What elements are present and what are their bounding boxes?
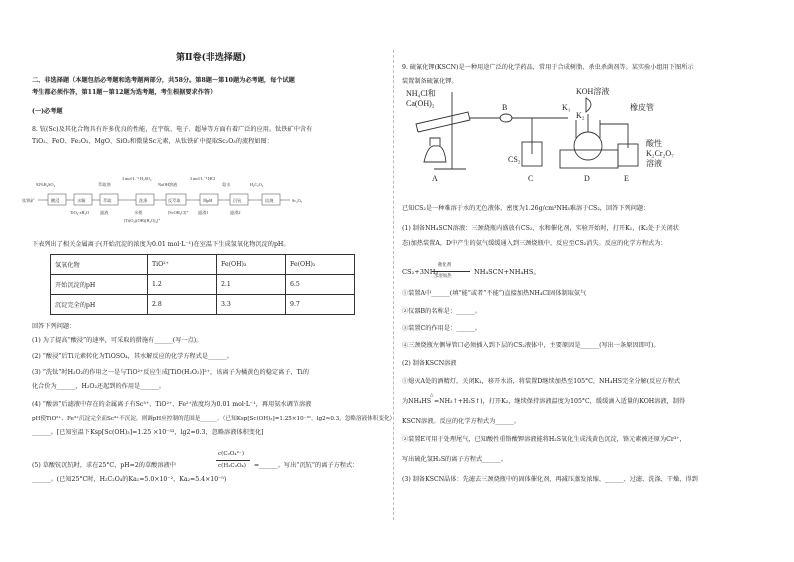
question-5-fraction-numerator: c(C₂O₄²⁻) [218, 451, 245, 457]
intro-line-1: 二、非选择题（本题包括必考题和选考题两部分，共58分。第8题～第10题为必考题，每个试题 [32, 77, 295, 84]
table-cell: 9.7 [286, 295, 355, 315]
part-2-line-3: KSCN溶液。反应的化学方程式为______。 [402, 418, 521, 425]
table-cell: 开始沉淀的pH [51, 275, 148, 295]
equation-right: NH₄SCN+NH₄HS。 [474, 268, 541, 276]
process-flowchart [18, 168, 386, 230]
flow-byproduct-6: 滤渣1 [198, 210, 209, 215]
table-cell: 1.2 [148, 275, 217, 295]
flow-label-g: 氨水 [222, 182, 231, 187]
question-3-line-1: (3) “洗钛”时H₂O₂的作用之一是与TiO²⁺反应生成[TiO(H₂O₂)]²⁺，该离子为橘黄色的稳定离子，Ti的 [32, 369, 309, 376]
label-c: C [528, 174, 534, 183]
equation-arrow [432, 271, 470, 272]
label-rubber-tube: 橡皮管 [630, 103, 654, 112]
label-b: B [502, 103, 508, 112]
question-2: (2) “酸浸”后Ti元素转化为TiOSO₄，其水解反应的化学方程式是______。 [32, 353, 233, 360]
part-1-q2: ②仪器B的名称是：______。 [402, 308, 481, 315]
table-header-cell: TiO²⁺ [148, 255, 217, 275]
label-a: A [432, 174, 438, 183]
question-5-line-2: =______。写出“沉钪”的离子方程式： [254, 462, 359, 469]
equation-condition-bottom: 水浴加热 [434, 274, 452, 279]
flow-label-a: 92%H₂SO₄ [36, 182, 55, 187]
part-2-line-2b: =NH₃↑+H₂S↑)，打开K₂，继续保持溶液温度为105°C，缓缓滴入适量的KOH溶液，制得 [434, 398, 686, 405]
q9-line-2: 装置制备硫氰化钾。 [402, 78, 458, 85]
flow-label-b: 萃取剂 [98, 182, 111, 187]
question-5-line-3: ______。(已知25°C时，H₂C₂O₄的Ka₁=5.0×10⁻²，Ka₂=5.4×10⁻⁵) [32, 476, 227, 483]
part-1-q3: ③装置C的作用是：______。 [402, 325, 481, 332]
question-5-fraction-denominator: c(H₂C₂O₄) [218, 463, 246, 469]
answer-intro: 回答下列问题： [32, 323, 76, 330]
flow-start: 钛铁矿 [22, 198, 35, 203]
table-header-cell: Fe(OH)₂ [286, 255, 355, 275]
intro-line-2: 考生都必须作答，第11题～第12题为选考题，考生根据要求作答） [32, 89, 217, 96]
water-bath [560, 150, 618, 168]
flow-label-d: NaOH溶液 [158, 182, 178, 187]
part-2-condition: △ [430, 393, 434, 398]
part-1-q4: ④三颈烧瓶左侧导管口必须插入到下层的CS₂液体中，主要原因是______(写出一条原因即可)。 [402, 342, 660, 349]
part-3-line-1: (3) 制备KSCN晶体：先滤去三颈烧瓶中的固体催化剂，再减压蒸发浓缩、______、过滤、洗涤、干燥，得到 [402, 476, 698, 483]
q8-line-2: TiO₂、FeO、Fe₂O₃、MgO、SiO₂和微量Sc元素，从钛铁矿中提取Sc₂O₃的流程如图： [32, 138, 273, 145]
part-2-line-5: 写出硫化氢H₂S的离子方程式______。 [402, 456, 507, 463]
flow-box-5-text: 反萃取 [168, 198, 181, 203]
flow-box-2-text: 水解 [77, 198, 86, 203]
table-row [51, 295, 355, 315]
column-divider [393, 50, 394, 520]
table-cell: 3.3 [217, 295, 286, 315]
part-1-q1: ①装置A中______(填“能”或者“不能”)直接加热NH₄Cl固体制取氨气 [402, 290, 587, 297]
label-k2: K₂ [576, 111, 585, 120]
question-1: (1) 为了提高“酸浸”的速率，可采取的措施有______(写一点)。 [32, 337, 203, 344]
flow-byproduct-2: 滤液 [100, 210, 109, 215]
apparatus-diagram [400, 84, 676, 184]
fraction-bar [216, 460, 250, 461]
label-koh: KOH溶液 [576, 87, 610, 96]
part-2-title: (2) 制备KSCN溶液 [402, 360, 457, 367]
acid-label-2: K₂Cr₂O₇ [646, 149, 674, 158]
question-4-line-2: pH使TiO²⁺、Fe³⁺沉淀完全而Sc³⁺不沉淀，则调pH应控制的范围是______。（已知Ksp[Sc(OH)₃]=1.25×10⁻³¹，lg2≈0.3，忽略溶液体积变化） [32, 416, 396, 422]
table-header-cell: Fe(OH)₃ [217, 255, 286, 275]
equation-left: CS₂+3NH₃ [402, 268, 439, 276]
part-1-line-2: 态)加热装置A，D中产生的氨气缓缓通入到三颈烧瓶中，反应至CS₂消失。反应的化学方程式为： [402, 240, 667, 247]
three-neck-flask-d [574, 132, 602, 160]
question-5-line-1: (5) 草酸钪沉钪时，求在25°C、pH=2的草酸溶液中 [32, 462, 176, 469]
q9-line-1: 9. 硫氰化钾(KSCN)是一种用途广泛的化学药品，常用于合成树脂、杀虫杀菌剂等。某实验小组用下图所示 [402, 64, 694, 71]
flow-byproduct-7: 滤渣2 [230, 210, 241, 215]
table-cell: 2.8 [148, 295, 217, 315]
flow-box-6-text: 调pH [203, 198, 213, 203]
acid-label-3: 溶液 [646, 159, 662, 168]
part-1-line-1: (1) 制备NH₄SCN溶液：三颈烧瓶内盛放有CS₂、水和催化剂，实验开始时，打开K₁，(K₂处于关闭状 [402, 225, 679, 232]
label-e: E [624, 174, 629, 183]
table-cell: 2.1 [217, 275, 286, 295]
question-4-line-3: ______。[已知室温下Ksp[Sc(OH)₃]=1.25 ×10⁻³³，lg2≈0.3，忽略溶液体积变化] [32, 429, 264, 436]
flow-end: Sc₂O₃ [292, 198, 303, 203]
equation-condition-top: 催化剂 [438, 263, 452, 268]
label-d: D [584, 174, 590, 183]
section-title: 第Ⅱ卷(非选择题) [176, 53, 247, 63]
flow-byproduct-5: [ScOH₂Cl]⁺ [168, 210, 189, 215]
part-2-line-1: ①熄灭A处的酒精灯，关闭K₁，移开水浴，将装置D继续加热至105°C，NH₄HS完全分解(反应方程式 [402, 378, 681, 385]
flow-byproduct-3: 水相 [134, 210, 143, 215]
table-cell: 6.5 [286, 275, 355, 295]
flow-box-3-text: 萃取 [103, 198, 112, 203]
label-k1: K₁ [562, 103, 571, 112]
part-2-line-2a: 为NH₄HS [402, 398, 432, 405]
required-label: (一)必考题 [32, 108, 63, 115]
flow-box-1-text: 酸浸 [51, 198, 60, 203]
flow-label-f: H₂C₂O₄ [250, 182, 264, 187]
flow-byproduct-4: [Ti(O₂)(OH)(H₂O)₄]⁺ [124, 218, 161, 223]
acid-label-1: 酸性 [646, 139, 662, 148]
label-cs2: CS₂ [508, 155, 521, 164]
ph-table [50, 254, 355, 315]
question-3-line-2: 化合价为______，H₂O₂还起到的作用是______。 [32, 383, 165, 390]
table-intro: 下表列出了相关金属离子(开始沉淀的浓度为0.01 mol·L⁻¹)在室温下生成氢氧化物沉淀的pH。 [32, 241, 290, 248]
q8-line-1: 8. 钪(Sc)及其化合物具有许多优良的性能，在宇航、电子、超导等方面有着广泛的应用。钛铁矿中含有 [32, 126, 313, 133]
drying-tube-b [500, 114, 512, 122]
flow-label-e: 3 mol·L⁻¹ HCl [190, 176, 216, 181]
flow-box-8-text: 焙烧 [265, 198, 274, 203]
table-header-cell: 氢氧化物 [51, 255, 148, 275]
flow-label-c: 3 mol·L⁻¹ H₂SO₄ [122, 176, 152, 181]
flow-box-7-text: 沉钪 [233, 198, 242, 203]
table-cell: 沉淀完全的pH [51, 295, 148, 315]
question-4-line-1: (4) “酸溶”后滤液中存在的金属离子有Sc³⁺、TiO²⁺、Fe²⁺浓度均为0.01 mol·L⁻¹，再用氨水调节溶液 [32, 401, 312, 408]
known-info: 已知CS₂是一种难溶于水的无色液体，密度为1.26g/cm³NH₃难溶于CS₂，回答下列问题： [402, 205, 650, 212]
flow-box-4-text: 洗涤 [139, 198, 148, 203]
flow-byproduct-1: TiO₂·xH₂O [70, 210, 90, 215]
part-2-line-4: ②装置E可用于处理尾气，已知酸性重铬酸钾溶液能将H₂S氧化生成浅黄色沉淀，铬元素被还原为Cr³⁺， [402, 436, 686, 443]
table-header-row [51, 255, 355, 275]
reagent-a-line-2: Ca(OH)₂ [406, 99, 435, 108]
reagent-a-line-1: NH₄Cl和 [406, 89, 436, 98]
table-row [51, 275, 355, 295]
